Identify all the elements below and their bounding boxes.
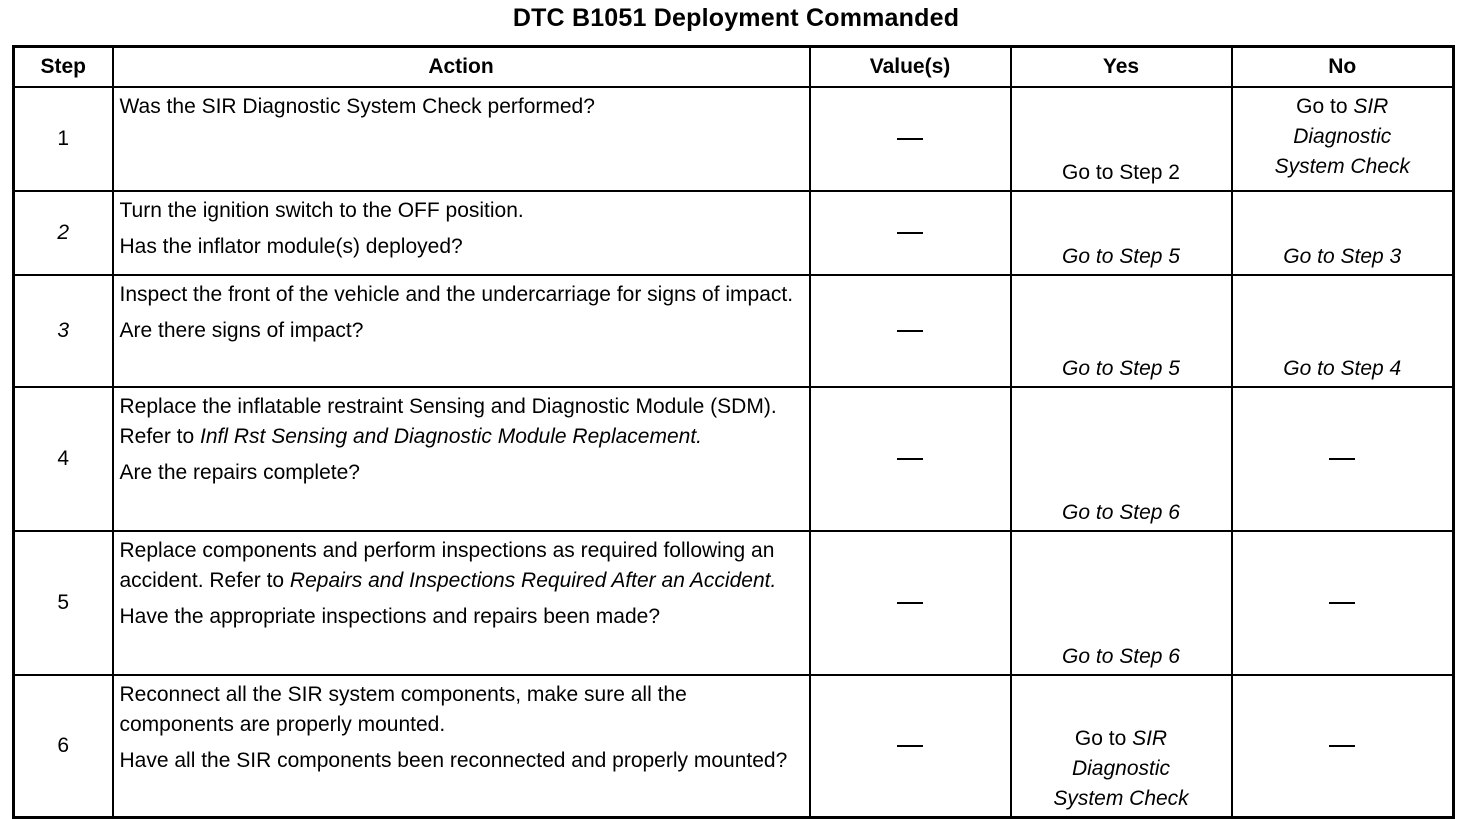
yes-cell[interactable]	[1011, 275, 1232, 387]
yes-link-ref-line3[interactable]: System Check	[1053, 787, 1189, 810]
yes-link[interactable]: Go to Step 6	[1062, 501, 1180, 524]
no-link[interactable]: Go to Step 3	[1283, 245, 1402, 268]
action-question: Have all the SIR components been reconnected and properly mounted?	[119, 749, 788, 772]
value-cell	[810, 275, 1011, 387]
action-reference[interactable]: Infl Rst Sensing and Diagnostic Module Replacement.	[200, 425, 702, 448]
table-row	[14, 87, 1454, 191]
dash-mark	[1329, 458, 1355, 460]
header-action: Action	[113, 47, 810, 88]
table-row	[14, 675, 1454, 818]
dash-mark	[897, 138, 923, 140]
yes-cell[interactable]	[1011, 387, 1232, 531]
table-row	[14, 387, 1454, 531]
header-yes: Yes	[1011, 47, 1232, 88]
no-cell	[1232, 531, 1454, 675]
action-question: Are there signs of impact?	[119, 319, 364, 342]
value-cell	[810, 387, 1011, 531]
yes-link[interactable]: Go to Step 5	[1062, 357, 1180, 380]
action-cell	[113, 87, 810, 191]
yes-cell[interactable]	[1011, 675, 1232, 818]
action-text: Inspect the front of the vehicle and the undercarriage for signs of impact.	[119, 283, 794, 306]
action-text: Was the SIR Diagnostic System Check performed?	[119, 95, 595, 118]
yes-link[interactable]: Go to Step 6	[1062, 645, 1180, 668]
header-row	[14, 47, 1454, 88]
header-no: No	[1232, 47, 1454, 88]
no-link-ref-line2[interactable]: Diagnostic	[1293, 125, 1392, 148]
action-question: Are the repairs complete?	[119, 461, 360, 484]
yes-link[interactable]: Go to Step 2	[1062, 161, 1180, 184]
action-text: Turn the ignition switch to the OFF position.	[119, 199, 524, 222]
action-cell	[113, 675, 810, 818]
value-cell	[810, 675, 1011, 818]
dash-mark	[1329, 602, 1355, 604]
yes-link-prefix[interactable]: Go to	[1074, 727, 1133, 750]
action-reference[interactable]: Repairs and Inspections Required After an Accident.	[289, 569, 777, 592]
dash-mark	[897, 232, 923, 234]
value-cell	[810, 191, 1011, 275]
dash-mark	[1329, 745, 1355, 747]
no-cell	[1232, 675, 1454, 818]
no-cell[interactable]	[1232, 191, 1454, 275]
action-text: Reconnect all the SIR system components, make sure all the components are properly mounted.	[119, 683, 687, 736]
dash-mark	[897, 330, 923, 332]
yes-link-ref[interactable]: SIR	[1132, 727, 1168, 750]
step-number: 3	[14, 275, 113, 387]
header-step: Step	[14, 47, 113, 88]
value-cell	[810, 87, 1011, 191]
no-link-ref-line3[interactable]: System Check	[1274, 155, 1410, 178]
dash-mark	[897, 458, 923, 460]
action-cell	[113, 387, 810, 531]
action-cell	[113, 191, 810, 275]
yes-cell[interactable]	[1011, 531, 1232, 675]
step-number: 4	[14, 387, 113, 531]
table-row	[14, 531, 1454, 675]
action-text: Replace the inflatable restraint Sensing and Diagnostic Module (SDM). Refer to	[119, 395, 777, 448]
value-cell	[810, 531, 1011, 675]
no-cell[interactable]	[1232, 87, 1454, 191]
yes-link[interactable]: Go to Step 5	[1062, 245, 1180, 268]
diagnostic-table	[12, 45, 1455, 819]
no-link-prefix[interactable]: Go to	[1296, 95, 1354, 118]
action-question: Has the inflator module(s) deployed?	[119, 235, 463, 258]
dash-mark	[897, 745, 923, 747]
step-number: 1	[14, 87, 113, 191]
no-cell[interactable]	[1232, 275, 1454, 387]
yes-cell[interactable]	[1011, 191, 1232, 275]
action-text: Replace components and perform inspections as required following an accident. Refer to	[119, 539, 775, 592]
step-number: 5	[14, 531, 113, 675]
step-number: 2	[14, 191, 113, 275]
no-cell	[1232, 387, 1454, 531]
no-link-ref[interactable]: SIR	[1353, 95, 1389, 118]
table-row	[14, 275, 1454, 387]
action-cell	[113, 531, 810, 675]
dash-mark	[897, 602, 923, 604]
action-question: Have the appropriate inspections and repairs been made?	[119, 605, 661, 628]
yes-cell[interactable]	[1011, 87, 1232, 191]
action-cell	[113, 275, 810, 387]
step-number: 6	[14, 675, 113, 818]
yes-link-ref-line2[interactable]: Diagnostic	[1071, 757, 1171, 780]
header-values: Value(s)	[810, 47, 1011, 88]
page-title: DTC B1051 Deployment Commanded	[512, 4, 960, 32]
no-link[interactable]: Go to Step 4	[1283, 357, 1402, 380]
table-row	[14, 191, 1454, 275]
